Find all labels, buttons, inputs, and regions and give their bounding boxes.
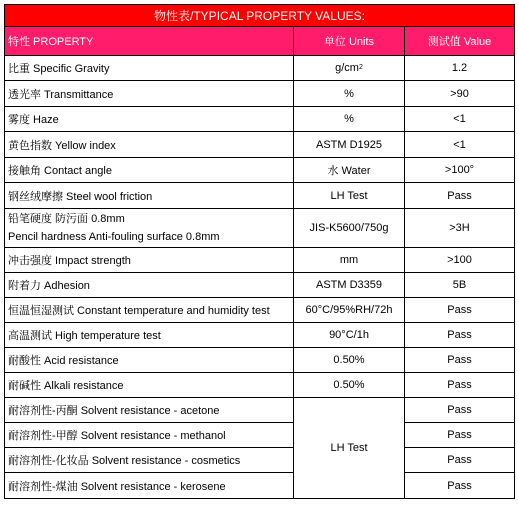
unit-cell [293, 80, 405, 107]
property-text: 耐酸性 Acid resistance [8, 355, 119, 367]
property-cell [4, 397, 294, 423]
value-text: >100° [444, 164, 475, 176]
unit-text: mm [339, 254, 359, 266]
property-text-line2: Pencil hardness Anti-fouling surface 0.8mm [8, 231, 220, 243]
property-cell [4, 472, 294, 499]
unit-cell: g/cm 2 [293, 55, 405, 81]
unit-text: 60°C/95%RH/72h [305, 304, 393, 316]
property-text: 耐溶剂性-丙酮 Solvent resistance - acetone [8, 405, 220, 417]
property-text: 耐碱性 Alkali resistance [8, 380, 124, 392]
header-property-text: 特性 PROPERTY [8, 36, 94, 48]
property-text: 附着力 Adhesion [8, 280, 90, 292]
value-cell [404, 422, 515, 448]
value-text: <1 [453, 138, 466, 151]
property-text: 恒温恒湿测试 Constant temperature and humidity test [8, 305, 270, 317]
value-text: Pass [447, 404, 472, 416]
unit-cell [293, 297, 405, 323]
property-text: 高温测试 High temperature test [8, 330, 161, 342]
property-text: 黄色指数 Yellow index [8, 139, 116, 152]
value-text: <1 [453, 113, 466, 125]
value-cell [404, 397, 515, 423]
property-text: 冲击强度 Impact strength [8, 255, 131, 267]
unit-cell [293, 131, 405, 158]
property-cell [4, 247, 294, 273]
property-text: 耐溶剂性-化妆品 Solvent resistance - cosmetics [8, 455, 241, 467]
value-text: Pass [447, 454, 472, 466]
value-text: Pass [447, 329, 472, 341]
property-text: 接触角 Contact angle [8, 165, 112, 177]
value-cell [404, 157, 515, 183]
header-units-text: 单位 Units [323, 36, 375, 48]
value-text: >3H [449, 222, 470, 234]
property-table [4, 4, 514, 510]
value-cell [404, 372, 515, 398]
unit-text: ASTM D1925 [315, 138, 383, 151]
unit-text: 0.50% [333, 379, 365, 391]
unit-text: 0.50% [333, 354, 365, 366]
property-cell [4, 447, 294, 473]
unit-text: % [344, 113, 354, 125]
property-cell [4, 322, 294, 348]
property-cell [4, 297, 294, 323]
property-text: 铅笔硬度 防污面 0.8mm [8, 213, 125, 225]
unit-text: g/cm [335, 62, 359, 74]
value-cell [404, 347, 515, 373]
property-cell [4, 80, 294, 107]
header-units [293, 26, 405, 56]
unit-cell [293, 272, 405, 298]
value-cell [404, 297, 515, 323]
property-text: 透光率 Transmittance [8, 88, 114, 101]
value-text: Pass [447, 354, 472, 366]
solvent-unit-merged-cell [293, 397, 405, 499]
solvent-unit-text: LH Test [330, 442, 368, 454]
table-title [4, 4, 515, 27]
unit-text: JIS-K5600/750g [309, 222, 389, 234]
unit-cell [293, 208, 405, 248]
value-cell [404, 80, 515, 107]
header-value-text: 测试值 Value [427, 36, 492, 48]
value-cell [404, 182, 515, 209]
property-cell [4, 422, 294, 448]
value-text: >90 [450, 87, 469, 100]
value-cell [404, 55, 515, 81]
unit-cell [293, 182, 405, 209]
unit-cell [293, 247, 405, 273]
value-text: Pass [447, 379, 472, 391]
value-cell [404, 322, 515, 348]
value-text: Pass [447, 304, 472, 316]
unit-cell [293, 106, 405, 132]
property-cell [4, 208, 294, 248]
header-property [4, 26, 294, 56]
property-cell [4, 106, 294, 132]
value-cell [404, 208, 515, 248]
value-text: Pass [447, 479, 472, 492]
property-text: 雾度 Haze [8, 114, 59, 126]
value-cell [404, 247, 515, 273]
unit-text: ASTM D3359 [315, 279, 383, 291]
value-text: 1.2 [451, 62, 468, 74]
property-text: 比重 Specific Gravity [8, 63, 110, 75]
unit-text: 90°C/1h [329, 329, 369, 341]
property-cell [4, 372, 294, 398]
unit-text: LH Test [330, 189, 368, 202]
value-text: 5B [452, 279, 467, 291]
value-text: Pass [447, 429, 472, 441]
unit-text: 水 Water [327, 165, 371, 177]
property-text: 耐溶剂性-煤油 Solvent resistance - kerosene [8, 480, 226, 493]
header-value [404, 26, 515, 56]
value-cell [404, 131, 515, 158]
unit-text: % [344, 87, 354, 100]
value-text: Pass [447, 189, 472, 202]
unit-cell [293, 322, 405, 348]
property-text: 耐溶剂性-甲醇 Solvent resistance - methanol [8, 430, 226, 442]
unit-cell [293, 372, 405, 398]
value-cell [404, 272, 515, 298]
value-cell [404, 447, 515, 473]
property-cell [4, 272, 294, 298]
value-cell [404, 472, 515, 499]
property-cell [4, 347, 294, 373]
unit-cell [293, 347, 405, 373]
property-text: 钢丝绒摩擦 Steel wool friction [8, 190, 153, 203]
property-cell [4, 182, 294, 209]
property-cell [4, 157, 294, 183]
property-cell [4, 131, 294, 158]
value-cell [404, 106, 515, 132]
property-cell [4, 55, 294, 81]
value-text: >100 [447, 254, 472, 266]
table-title-text: 物性表/TYPICAL PROPERTY VALUES: [154, 9, 365, 23]
unit-cell [293, 157, 405, 183]
